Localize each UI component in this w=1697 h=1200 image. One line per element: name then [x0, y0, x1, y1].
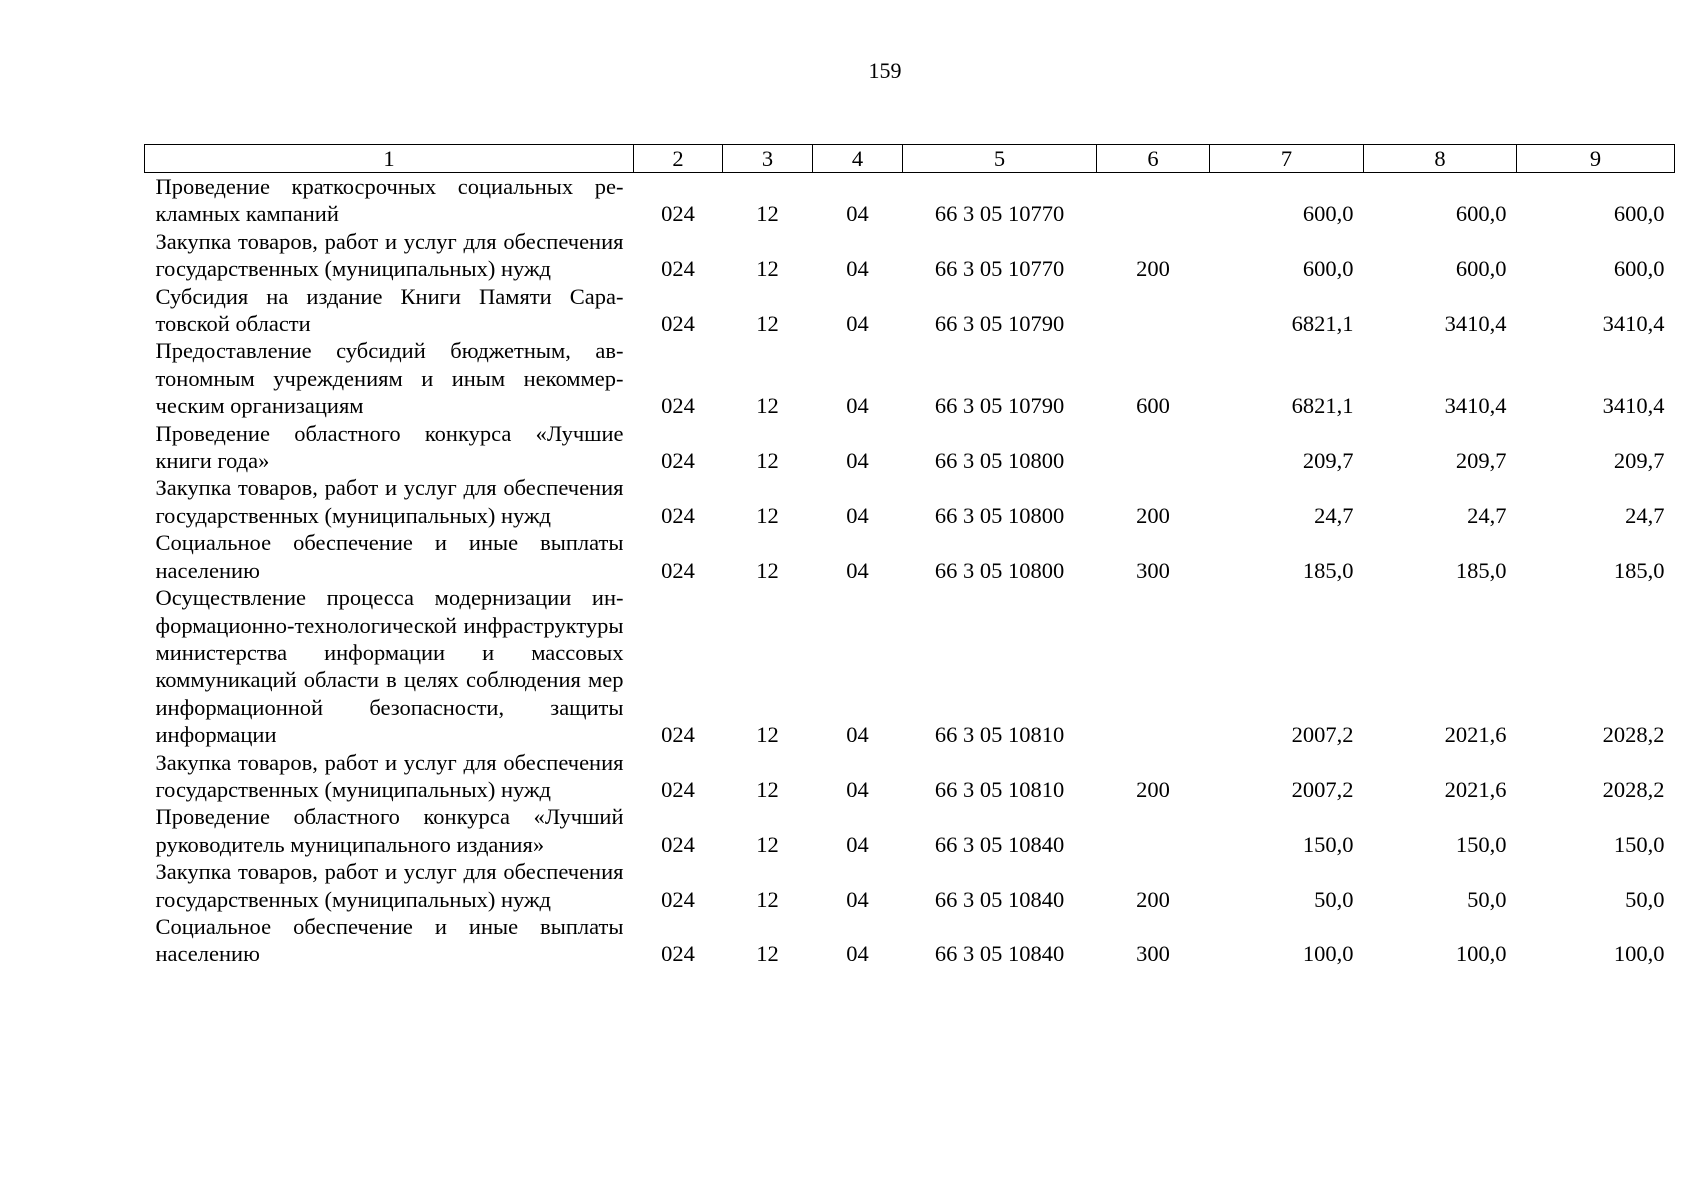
- code-cell: 04: [846, 502, 869, 528]
- amount-cell: 3410,4: [1444, 311, 1507, 337]
- amount-cell: 24,7: [1625, 502, 1665, 528]
- table-header-row: [145, 145, 1675, 173]
- amount-cell: 50,0: [1467, 886, 1507, 912]
- target-article-cell: 66 3 05 10840: [934, 831, 1065, 857]
- code-cell: 024: [661, 201, 695, 227]
- code-cell: 024: [661, 502, 695, 528]
- table-body: [145, 173, 1675, 968]
- code-cell: 04: [846, 722, 869, 748]
- code-cell: 04: [846, 776, 869, 802]
- code-cell: 04: [846, 831, 869, 857]
- page-number: 159: [868, 58, 902, 83]
- table-row: [145, 474, 1675, 529]
- amount-cell: 100,0: [1613, 941, 1665, 967]
- expense-type-cell: [1097, 173, 1210, 228]
- expense-type-cell: 600: [1136, 393, 1170, 419]
- code-cell: 024: [661, 886, 695, 912]
- code-cell: 12: [756, 886, 779, 912]
- column-header: 4: [813, 145, 903, 173]
- amount-cell: 3410,4: [1444, 393, 1507, 419]
- item-name-cell: Закупка товаров, работ и услуг для обеспечения государственных (муниципальных) нужд: [155, 859, 624, 912]
- table-row: [145, 858, 1675, 913]
- code-cell: 12: [756, 201, 779, 227]
- amount-cell: 2021,6: [1444, 776, 1507, 802]
- code-cell: 12: [756, 256, 779, 282]
- amount-cell: 100,0: [1302, 941, 1354, 967]
- amount-cell: 209,7: [1613, 448, 1665, 474]
- amount-cell: 24,7: [1314, 502, 1354, 528]
- code-cell: 12: [756, 448, 779, 474]
- code-cell: 024: [661, 557, 695, 583]
- amount-cell: 2007,2: [1291, 776, 1354, 802]
- table-row: [145, 749, 1675, 804]
- code-cell: 04: [846, 941, 869, 967]
- amount-cell: 6821,1: [1291, 393, 1354, 419]
- target-article-cell: 66 3 05 10790: [934, 393, 1065, 419]
- amount-cell: 600,0: [1302, 256, 1354, 282]
- code-cell: 12: [756, 557, 779, 583]
- item-name-cell: Предоставление субсидий бюджетным, автономным учреждениям и иным некоммерческим организациям: [155, 338, 624, 419]
- table-row: [145, 803, 1675, 858]
- target-article-cell: 66 3 05 10800: [934, 448, 1065, 474]
- code-cell: 024: [661, 311, 695, 337]
- column-header: 3: [723, 145, 813, 173]
- code-cell: 12: [756, 502, 779, 528]
- code-cell: 024: [661, 256, 695, 282]
- expense-type-cell: 200: [1136, 256, 1170, 282]
- expense-type-cell: [1097, 803, 1210, 858]
- amount-cell: 2028,2: [1602, 776, 1665, 802]
- code-cell: 04: [846, 201, 869, 227]
- code-cell: 12: [756, 393, 779, 419]
- item-name-cell: Закупка товаров, работ и услуг для обеспечения государственных (муниципальных) нужд: [155, 228, 624, 282]
- code-cell: 04: [846, 448, 869, 474]
- expense-type-cell: 300: [1136, 941, 1170, 967]
- code-cell: 04: [846, 557, 869, 583]
- amount-cell: 185,0: [1302, 557, 1354, 583]
- budget-table: [144, 144, 1675, 968]
- code-cell: 12: [756, 311, 779, 337]
- item-name-cell: Осуществление процесса модернизации информационно-технологической инфраструктуры министерства информации и массовых коммуникаций области в целях соблюдения мер информационной безопасности, защиты информации: [155, 585, 624, 748]
- column-header: 5: [903, 145, 1097, 173]
- amount-cell: 50,0: [1314, 886, 1354, 912]
- amount-cell: 150,0: [1302, 831, 1354, 857]
- code-cell: 12: [756, 776, 779, 802]
- amount-cell: 3410,4: [1602, 393, 1665, 419]
- expense-type-cell: 200: [1136, 776, 1170, 802]
- amount-cell: 600,0: [1455, 201, 1507, 227]
- column-header: 7: [1210, 145, 1364, 173]
- code-cell: 04: [846, 886, 869, 912]
- amount-cell: 209,7: [1455, 448, 1507, 474]
- code-cell: 024: [661, 393, 695, 419]
- table-row: [145, 173, 1675, 228]
- item-name-cell: Проведение областного конкурса «Лучшие книги года»: [155, 420, 624, 474]
- expense-type-cell: 200: [1136, 886, 1170, 912]
- target-article-cell: 66 3 05 10810: [934, 722, 1065, 748]
- code-cell: 12: [756, 722, 779, 748]
- target-article-cell: 66 3 05 10810: [934, 776, 1065, 802]
- target-article-cell: 66 3 05 10800: [934, 502, 1065, 528]
- expense-type-cell: [1097, 584, 1210, 748]
- code-cell: 12: [756, 941, 779, 967]
- column-header: 2: [634, 145, 723, 173]
- amount-cell: 3410,4: [1602, 311, 1665, 337]
- amount-cell: 2021,6: [1444, 722, 1507, 748]
- column-header: 9: [1517, 145, 1675, 173]
- table-row: [145, 913, 1675, 968]
- amount-cell: 600,0: [1302, 201, 1354, 227]
- target-article-cell: 66 3 05 10790: [934, 311, 1065, 337]
- table-row: [145, 584, 1675, 748]
- target-article-cell: 66 3 05 10770: [934, 256, 1065, 282]
- item-name-cell: Проведение областного конкурса «Лучший руководитель муниципального издания»: [155, 804, 624, 857]
- code-cell: 04: [846, 256, 869, 282]
- amount-cell: 24,7: [1467, 502, 1507, 528]
- item-name-cell: Закупка товаров, работ и услуг для обеспечения государственных (муниципальных) нужд: [155, 475, 624, 528]
- code-cell: 04: [846, 393, 869, 419]
- amount-cell: 100,0: [1455, 941, 1507, 967]
- amount-cell: 600,0: [1613, 201, 1665, 227]
- amount-cell: 185,0: [1455, 557, 1507, 583]
- target-article-cell: 66 3 05 10840: [934, 941, 1065, 967]
- amount-cell: 150,0: [1455, 831, 1507, 857]
- amount-cell: 600,0: [1613, 256, 1665, 282]
- amount-cell: 6821,1: [1291, 311, 1354, 337]
- target-article-cell: 66 3 05 10840: [934, 886, 1065, 912]
- column-header: 6: [1097, 145, 1210, 173]
- table-row: [145, 420, 1675, 475]
- amount-cell: 2007,2: [1291, 722, 1354, 748]
- code-cell: 04: [846, 311, 869, 337]
- target-article-cell: 66 3 05 10800: [934, 557, 1065, 583]
- item-name-cell: Субсидия на издание Книги Памяти Саратовской области: [155, 283, 624, 337]
- item-name-cell: Социальное обеспечение и иные выплаты населению: [155, 530, 624, 583]
- item-name-cell: Проведение краткосрочных социальных рекламных кампаний: [155, 174, 624, 227]
- amount-cell: 600,0: [1455, 256, 1507, 282]
- code-cell: 024: [661, 776, 695, 802]
- code-cell: 024: [661, 831, 695, 857]
- expense-type-cell: 200: [1136, 502, 1170, 528]
- amount-cell: 150,0: [1613, 831, 1665, 857]
- column-header: 8: [1364, 145, 1517, 173]
- amount-cell: 209,7: [1302, 448, 1354, 474]
- code-cell: 024: [661, 941, 695, 967]
- expense-type-cell: [1097, 283, 1210, 338]
- amount-cell: 2028,2: [1602, 722, 1665, 748]
- code-cell: 12: [756, 831, 779, 857]
- code-cell: 024: [661, 722, 695, 748]
- item-name-cell: Социальное обеспечение и иные выплаты населению: [155, 913, 624, 967]
- table-row: [145, 228, 1675, 283]
- amount-cell: 50,0: [1625, 886, 1665, 912]
- item-name-cell: Закупка товаров, работ и услуг для обеспечения государственных (муниципальных) нужд: [155, 749, 624, 802]
- table-row: [145, 283, 1675, 338]
- expense-type-cell: 300: [1136, 557, 1170, 583]
- target-article-cell: 66 3 05 10770: [934, 201, 1065, 227]
- table-row: [145, 337, 1675, 419]
- column-header: 1: [145, 145, 634, 173]
- amount-cell: 185,0: [1613, 557, 1665, 583]
- expense-type-cell: [1097, 420, 1210, 475]
- table-row: [145, 529, 1675, 584]
- code-cell: 024: [661, 448, 695, 474]
